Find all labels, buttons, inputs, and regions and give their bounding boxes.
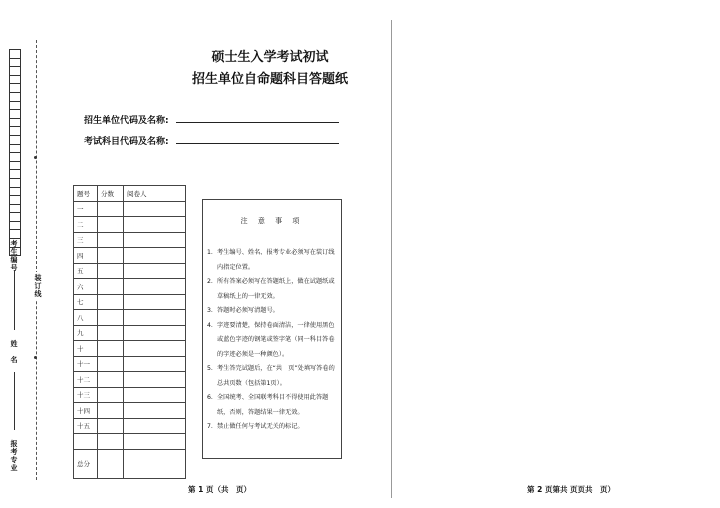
exam-number-grid[interactable]: [9, 49, 20, 256]
name-write-line[interactable]: [14, 372, 15, 430]
binding-dashed-line: [36, 40, 37, 480]
question-number: [74, 434, 98, 450]
subject-field-input[interactable]: [176, 143, 339, 144]
score-cell[interactable]: [98, 217, 124, 233]
score-cell[interactable]: [98, 310, 124, 326]
question-number: 七: [74, 294, 98, 310]
notice-item: [207, 391, 335, 420]
grader-cell[interactable]: [124, 356, 186, 372]
exam-number-cell[interactable]: [9, 58, 21, 67]
notice-item-number: 5.: [207, 365, 213, 372]
notice-item-text: 全国统考、全国联考科目不得使用此答题纸，否则，答题结果一律无效。: [217, 394, 329, 416]
header-grader: 阅卷人: [124, 186, 186, 202]
notice-item: [207, 304, 335, 319]
exam-number-cell[interactable]: [9, 118, 21, 127]
question-number: 一: [74, 201, 98, 217]
notice-item: [207, 246, 335, 275]
exam-number-cell[interactable]: [9, 161, 21, 170]
exam-number-cell[interactable]: [9, 178, 21, 187]
question-number: 十三: [74, 387, 98, 403]
binding-line-label: 装订线: [34, 274, 42, 298]
score-cell[interactable]: [98, 325, 124, 341]
table-row: [74, 341, 186, 357]
page-footer-right: 第 2 页第共 页页共 页）: [527, 485, 616, 494]
question-number: 九: [74, 325, 98, 341]
exam-number-cell[interactable]: [9, 187, 21, 196]
exam-number-cell[interactable]: [9, 109, 21, 118]
header-question-number: 题号: [74, 186, 98, 202]
grader-cell[interactable]: [124, 418, 186, 434]
notice-item-number: 7.: [207, 423, 213, 430]
question-number: 十五: [74, 418, 98, 434]
score-cell[interactable]: [98, 403, 124, 419]
major-label: 报考专业: [10, 440, 18, 472]
notice-item: [207, 362, 335, 391]
exam-number-cell[interactable]: [9, 83, 21, 92]
score-cell[interactable]: [98, 201, 124, 217]
grader-cell[interactable]: [124, 232, 186, 248]
exam-number-cell[interactable]: [9, 101, 21, 110]
table-row: [74, 232, 186, 248]
table-row: [74, 434, 186, 450]
header-score: 分数: [98, 186, 124, 202]
grader-cell[interactable]: [124, 279, 186, 295]
table-row: [74, 403, 186, 419]
question-number: 八: [74, 310, 98, 326]
answer-sheet-title: 招生单位自命题科目答题纸: [191, 72, 348, 87]
notice-item-text: 字迹要清楚，保持卷面清洁，一律使用黑色或蓝色字迹的钢笔或签字笔（同一科目答卷的字迹必须是一种颜色）。: [217, 321, 335, 358]
unit-field-input[interactable]: [176, 122, 339, 123]
name-label: 姓 名: [10, 340, 18, 364]
exam-number-cell[interactable]: [9, 195, 21, 204]
exam-number-cell[interactable]: [9, 221, 21, 230]
grader-cell[interactable]: [124, 434, 186, 450]
table-row: [74, 201, 186, 217]
total-grader-cell[interactable]: [124, 449, 186, 478]
notice-box: [202, 199, 342, 459]
table-row: [74, 310, 186, 326]
table-row: [74, 387, 186, 403]
grader-cell[interactable]: [124, 310, 186, 326]
notice-item-number: 6.: [207, 394, 213, 401]
table-row: [74, 217, 186, 233]
exam-number-write-line[interactable]: [14, 270, 15, 330]
table-row: [74, 372, 186, 388]
score-table-header: [74, 186, 186, 202]
subject-field-label: 考试科目代码及名称:: [84, 137, 169, 147]
exam-number-cell[interactable]: [9, 135, 21, 144]
notice-item: [207, 275, 335, 304]
exam-number-label: 考生编号: [10, 240, 18, 272]
exam-number-cell[interactable]: [9, 229, 21, 238]
question-number: 三: [74, 232, 98, 248]
notice-item-text: 考生编号、姓名、报考专业必须写在装订线内指定位置。: [217, 249, 335, 271]
exam-number-cell[interactable]: [9, 66, 21, 75]
table-row: [74, 294, 186, 310]
exam-number-cell[interactable]: [9, 49, 21, 58]
grader-cell[interactable]: [124, 294, 186, 310]
score-cell[interactable]: [98, 263, 124, 279]
binding-dot: [34, 156, 37, 159]
grader-cell[interactable]: [124, 372, 186, 388]
question-number: 十二: [74, 372, 98, 388]
notice-item-text: 考生答完试题后，在“共 页”处填写答卷的总共页数（包括第1页）。: [217, 365, 335, 387]
binding-dot: [34, 356, 37, 359]
grader-cell[interactable]: [124, 325, 186, 341]
score-cell[interactable]: [98, 418, 124, 434]
notice-item: [207, 319, 335, 363]
exam-number-cell[interactable]: [9, 75, 21, 84]
notice-item-text: 禁止做任何与考试无关的标记。: [217, 423, 304, 430]
exam-number-cell[interactable]: [9, 204, 21, 213]
score-cell[interactable]: [98, 434, 124, 450]
table-row: [74, 356, 186, 372]
exam-number-cell[interactable]: [9, 212, 21, 221]
total-score-cell[interactable]: [98, 449, 124, 478]
table-row: [74, 263, 186, 279]
notice-item-text: 所有答案必须写在答题纸上，做在试题纸或草稿纸上的一律无效。: [217, 278, 335, 300]
notice-list: [207, 246, 335, 435]
total-label: 总分: [74, 449, 98, 478]
notice-title: 注 意 事 项: [240, 217, 304, 225]
grader-cell[interactable]: [124, 387, 186, 403]
notice-item-number: 2.: [207, 278, 213, 285]
table-row: [74, 325, 186, 341]
question-number: 十: [74, 341, 98, 357]
question-number: 六: [74, 279, 98, 295]
table-row: [74, 418, 186, 434]
question-number: 二: [74, 217, 98, 233]
exam-number-cell[interactable]: [9, 152, 21, 161]
score-cell[interactable]: [98, 356, 124, 372]
total-row: [74, 449, 186, 478]
notice-item-number: 1.: [207, 249, 213, 256]
score-cell[interactable]: [98, 248, 124, 264]
table-row: [74, 279, 186, 295]
question-number: 四: [74, 248, 98, 264]
grader-cell[interactable]: [124, 201, 186, 217]
notice-item-number: 3.: [207, 307, 213, 314]
question-number: 五: [74, 263, 98, 279]
score-cell[interactable]: [98, 341, 124, 357]
score-table: [73, 185, 186, 479]
exam-title: 硕士生入学考试初试: [211, 50, 329, 65]
unit-field-label: 招生单位代码及名称:: [84, 116, 169, 126]
grader-cell[interactable]: [124, 341, 186, 357]
grader-cell[interactable]: [124, 217, 186, 233]
grader-cell[interactable]: [124, 403, 186, 419]
notice-item: [207, 420, 335, 435]
score-cell[interactable]: [98, 279, 124, 295]
table-row: [74, 248, 186, 264]
exam-number-cell[interactable]: [9, 144, 21, 153]
score-cell[interactable]: [98, 294, 124, 310]
notice-item-number: 4.: [207, 321, 213, 329]
grader-cell[interactable]: [124, 248, 186, 264]
score-cell[interactable]: [98, 372, 124, 388]
page-divider: [391, 20, 392, 498]
exam-number-cell[interactable]: [9, 92, 21, 101]
score-cell[interactable]: [98, 387, 124, 403]
page-footer-left: 第 1 页（共 页）: [188, 485, 251, 494]
exam-number-cell[interactable]: [9, 169, 21, 178]
grader-cell[interactable]: [124, 263, 186, 279]
exam-number-cell[interactable]: [9, 126, 21, 135]
question-number: 十一: [74, 356, 98, 372]
notice-item-text: 答题时必须写清题号。: [217, 307, 279, 314]
score-cell[interactable]: [98, 232, 124, 248]
question-number: 十四: [74, 403, 98, 419]
